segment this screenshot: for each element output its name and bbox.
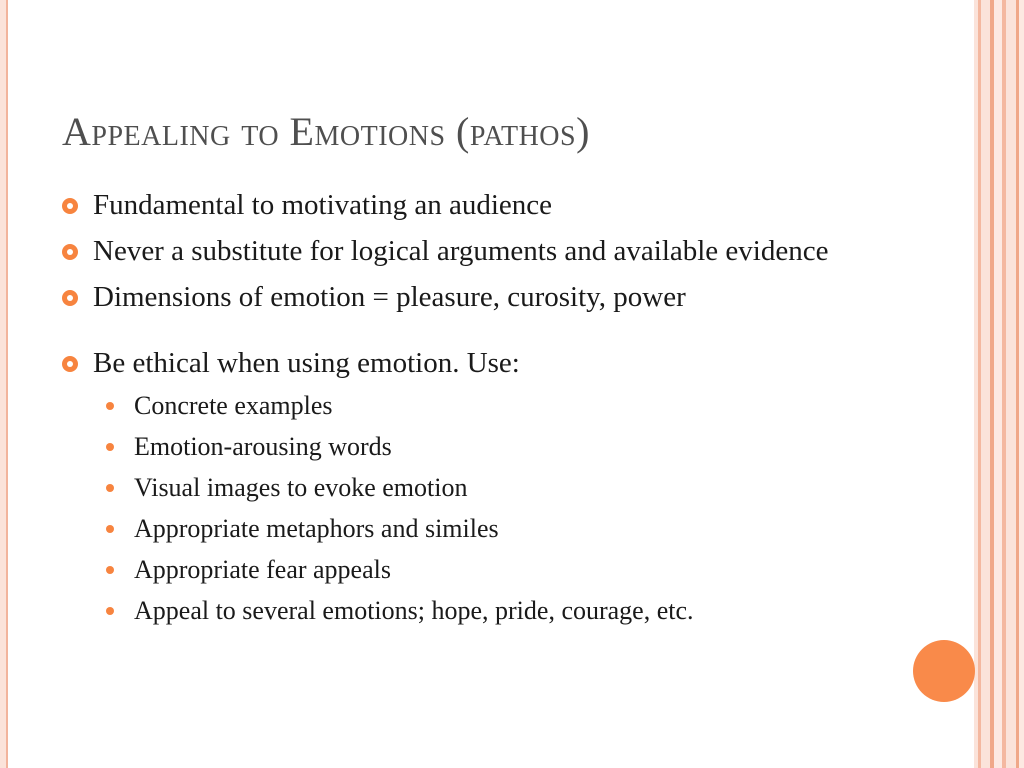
right-stripe-decoration (1006, 0, 1016, 768)
right-stripe-decoration (1019, 0, 1024, 768)
slide-title: Appealing to Emotions (pathos) (62, 109, 590, 154)
sub-bullet-item (62, 390, 922, 421)
bullet-text: Never a substitute for logical arguments and available evidence (93, 235, 829, 267)
sub-bullet-item (62, 472, 922, 503)
right-stripe-decoration (981, 0, 990, 768)
ring-bullet-icon (62, 290, 78, 306)
bullet-text: Be ethical when using emotion. Use: (93, 347, 520, 379)
sub-bullet-text: Appropriate metaphors and similes (134, 514, 499, 543)
sub-bullet-item (62, 595, 922, 626)
bullet-item (62, 344, 922, 382)
sub-bullet-text: Visual images to evoke emotion (134, 473, 468, 502)
bullet-text: Fundamental to motivating an audience (93, 189, 553, 221)
dot-bullet-icon (106, 566, 114, 574)
dot-bullet-icon (106, 484, 114, 492)
dot-bullet-icon (106, 443, 114, 451)
bullet-item (62, 278, 922, 316)
sub-bullet-item (62, 513, 922, 544)
sub-bullet-item (62, 554, 922, 585)
sub-bullet-text: Appeal to several emotions; hope, pride, courage, etc. (134, 596, 694, 625)
orange-circle-decoration (913, 640, 975, 702)
ring-bullet-icon (62, 356, 78, 372)
dot-bullet-icon (106, 607, 114, 615)
slide-content (62, 186, 922, 636)
sub-bullet-text: Appropriate fear appeals (134, 555, 391, 584)
bullet-item (62, 232, 922, 270)
bullet-item (62, 186, 922, 224)
sub-bullet-item (62, 431, 922, 462)
sub-bullet-text: Emotion-arousing words (134, 432, 392, 461)
dot-bullet-icon (106, 525, 114, 533)
ring-bullet-icon (62, 244, 78, 260)
sub-bullet-list (62, 390, 922, 626)
sub-bullet-text: Concrete examples (134, 391, 333, 420)
left-border-line (6, 0, 8, 768)
right-stripe-decoration (994, 0, 1002, 768)
ring-bullet-icon (62, 198, 78, 214)
bullet-text: Dimensions of emotion = pleasure, curosity, power (93, 281, 686, 313)
dot-bullet-icon (106, 402, 114, 410)
